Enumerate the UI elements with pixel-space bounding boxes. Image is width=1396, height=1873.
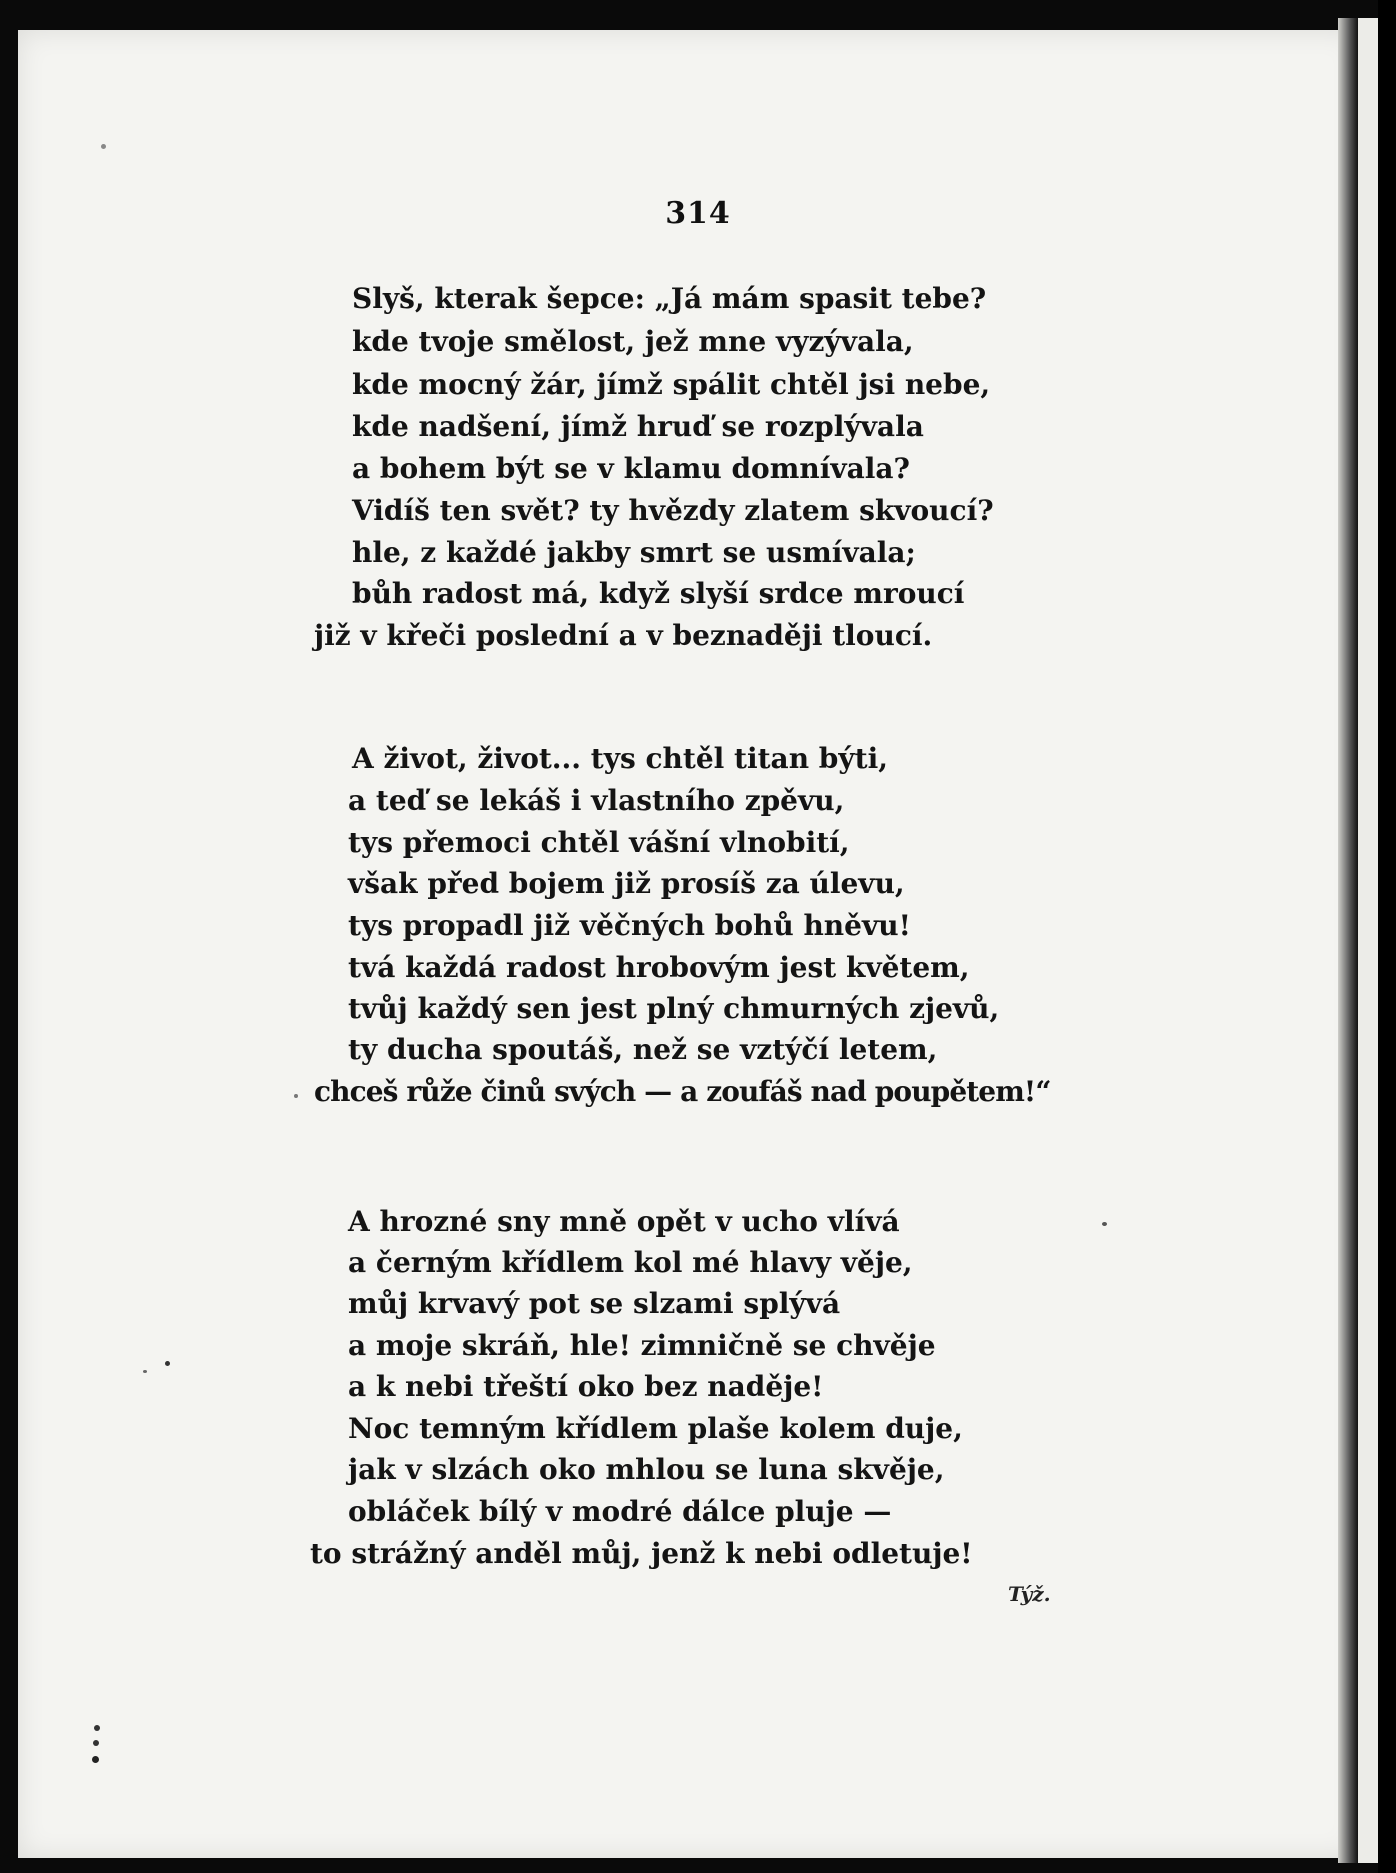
scan-border bbox=[1378, 0, 1396, 1873]
author-signature: Týž. bbox=[1008, 1582, 1051, 1606]
dust-speck bbox=[101, 144, 106, 149]
dust-speck bbox=[1102, 1222, 1107, 1226]
dust-speck bbox=[94, 1725, 100, 1731]
next-page-edge bbox=[1358, 18, 1378, 1863]
poem-line: však před bojem již prosíš za úlevu, bbox=[348, 867, 905, 900]
dust-speck bbox=[143, 1370, 147, 1373]
poem-line: obláček bílý v modré dálce pluje — bbox=[348, 1495, 892, 1528]
poem-line: Vidíš ten svět? ty hvězdy zlatem skvoucí? bbox=[352, 494, 994, 527]
poem-line: a k nebi třeští oko bez naděje! bbox=[348, 1370, 824, 1403]
poem-line: tvá každá radost hrobovým jest květem, bbox=[348, 951, 970, 984]
poem-line: tvůj každý sen jest plný chmurných zjevů, bbox=[348, 992, 1000, 1025]
poem-line: A hrozné sny mně opět v ucho vlívá bbox=[348, 1205, 900, 1238]
dust-speck bbox=[92, 1756, 99, 1763]
poem-line: tys přemoci chtěl vášní vlnobití, bbox=[348, 826, 850, 859]
poem-line: to strážný anděl můj, jenž k nebi odletuje! bbox=[310, 1537, 973, 1570]
poem-line: kde tvoje smělost, jež mne vyzývala, bbox=[352, 325, 914, 358]
dust-speck bbox=[294, 1094, 298, 1098]
poem-line: jak v slzách oko mhlou se luna skvěje, bbox=[348, 1453, 945, 1486]
poem-line: kde nadšení, jímž hruď se rozplývala bbox=[352, 410, 924, 443]
poem-line: A život, život... tys chtěl titan býti, bbox=[352, 742, 888, 775]
page-number: 314 bbox=[665, 196, 731, 231]
poem-line: bůh radost má, když slyší srdce mroucí bbox=[352, 577, 965, 610]
poem-line: a černým křídlem kol mé hlavy věje, bbox=[348, 1246, 913, 1279]
poem-line: můj krvavý pot se slzami splývá bbox=[348, 1287, 841, 1320]
dust-speck bbox=[93, 1740, 99, 1746]
poem-line: chceš růže činů svých — a zoufáš nad poupětem!“ bbox=[314, 1075, 1051, 1108]
page-edge-shadow bbox=[1338, 18, 1358, 1863]
poem-line: a bohem být se v klamu domnívala? bbox=[352, 452, 910, 485]
poem-line: Noc temným křídlem plaše kolem duje, bbox=[348, 1412, 963, 1445]
poem-line: ty ducha spoutáš, než se vztýčí letem, bbox=[348, 1033, 938, 1066]
poem-line: tys propadl již věčných bohů hněvu! bbox=[348, 909, 911, 942]
dust-speck bbox=[165, 1361, 170, 1366]
poem-line: a teď se lekáš i vlastního zpěvu, bbox=[348, 784, 845, 817]
poem-line: kde mocný žár, jímž spálit chtěl jsi nebe, bbox=[352, 368, 991, 401]
poem-line: již v křeči poslední a v beznaději tloucí. bbox=[314, 619, 933, 652]
poem-line: a moje skráň, hle! zimničně se chvěje bbox=[348, 1329, 936, 1362]
poem-line: Slyš, kterak šepce: „Já mám spasit tebe? bbox=[352, 282, 987, 315]
poem-line: hle, z každé jakby smrt se usmívala; bbox=[352, 536, 916, 569]
